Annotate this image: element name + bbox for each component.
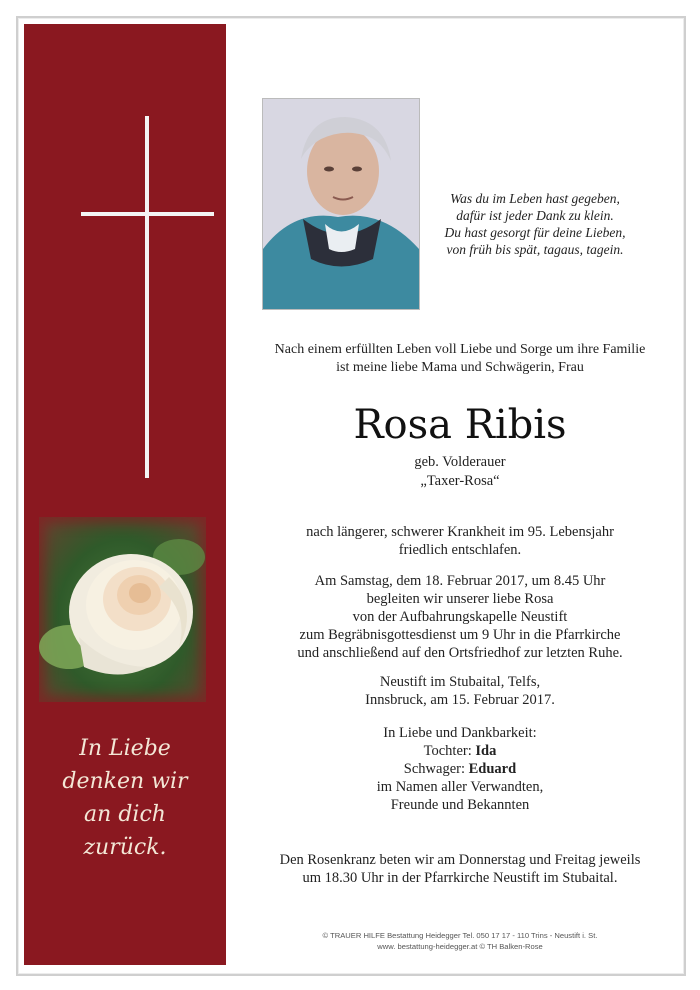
- portrait-photo: [262, 98, 420, 310]
- mourner-daughter: [240, 742, 680, 760]
- rosary-line: um 18.30 Uhr in der Pfarrkirche Neustift im Stubaital.: [302, 870, 618, 886]
- tagline-line: denken wir: [62, 769, 188, 794]
- nickname: „Taxer-Rosa“: [420, 473, 500, 489]
- footer-line: © TRAUER HILFE Bestattung Heidegger Tel. 050 17 17 - 110 Trins - Neustift i. St.: [322, 931, 598, 940]
- brother-in-law-name: Eduard: [468, 761, 517, 777]
- place-date-line: Innsbruck, am 15. Februar 2017.: [365, 692, 555, 708]
- place-date-line: Neustift im Stubaital, Telfs,: [379, 674, 541, 690]
- cross-icon-bar: [81, 212, 214, 216]
- funeral-line: Am Samstag, dem 18. Februar 2017, um 8.45 Uhr: [314, 573, 606, 589]
- sidebar-tagline: [24, 732, 226, 864]
- quote-line: von früh bis spät, tagaus, tagein.: [446, 242, 624, 257]
- rose-image: [39, 517, 206, 702]
- rosary-text: [240, 851, 680, 887]
- passing-text: [240, 523, 680, 559]
- quote-line: dafür ist jeder Dank zu klein.: [456, 208, 614, 223]
- passing-line: nach längerer, schwerer Krankheit im 95. Lebensjahr: [306, 524, 614, 540]
- mourners-heading: In Liebe und Dankbarkeit:: [383, 725, 537, 741]
- intro-line: ist meine liebe Mama und Schwägerin, Frau: [336, 360, 584, 375]
- quote-line: Du hast gesorgt für deine Lieben,: [444, 225, 626, 240]
- funeral-line: begleiten wir unserer liebe Rosa: [366, 591, 554, 607]
- cross-icon: [145, 116, 149, 478]
- mourners-line: Freunde und Bekannten: [390, 797, 530, 813]
- intro-text: [240, 341, 680, 377]
- tagline-line: an dich: [84, 802, 166, 827]
- intro-line: Nach einem erfüllten Leben voll Liebe und Sorge um ihre Familie: [274, 342, 646, 357]
- funeral-line: zum Begräbnisgottesdienst um 9 Uhr in die Pfarrkirche: [299, 627, 621, 643]
- deceased-name: Rosa Ribis: [353, 402, 567, 448]
- funeral-line: und anschließend auf den Ortsfriedhof zur letzten Ruhe.: [297, 645, 623, 661]
- daughter-name: Ida: [475, 743, 497, 759]
- birth-name: geb. Volderauer: [414, 454, 506, 470]
- daughter-label: Tochter:: [423, 743, 472, 759]
- place-date-text: [240, 673, 680, 709]
- funeral-text: [240, 572, 680, 662]
- quote-line: Was du im Leben hast gegeben,: [450, 191, 620, 206]
- brother-in-law-label: Schwager:: [403, 761, 465, 777]
- memorial-quote: [420, 190, 650, 258]
- passing-line: friedlich entschlafen.: [398, 542, 522, 558]
- mourners-line: im Namen aller Verwandten,: [376, 779, 544, 795]
- footer-line: www. bestattung-heidegger.at © TH Balken-Rose: [377, 942, 543, 951]
- mourner-brother-in-law: [240, 760, 680, 778]
- tagline-line: zurück.: [83, 835, 167, 860]
- footer-credits: [240, 930, 680, 952]
- funeral-line: von der Aufbahrungskapelle Neustift: [352, 609, 568, 625]
- mourners-block: [240, 724, 680, 814]
- tagline-line: In Liebe: [79, 736, 171, 761]
- rosary-line: Den Rosenkranz beten wir am Donnerstag und Freitag jeweils: [279, 852, 641, 868]
